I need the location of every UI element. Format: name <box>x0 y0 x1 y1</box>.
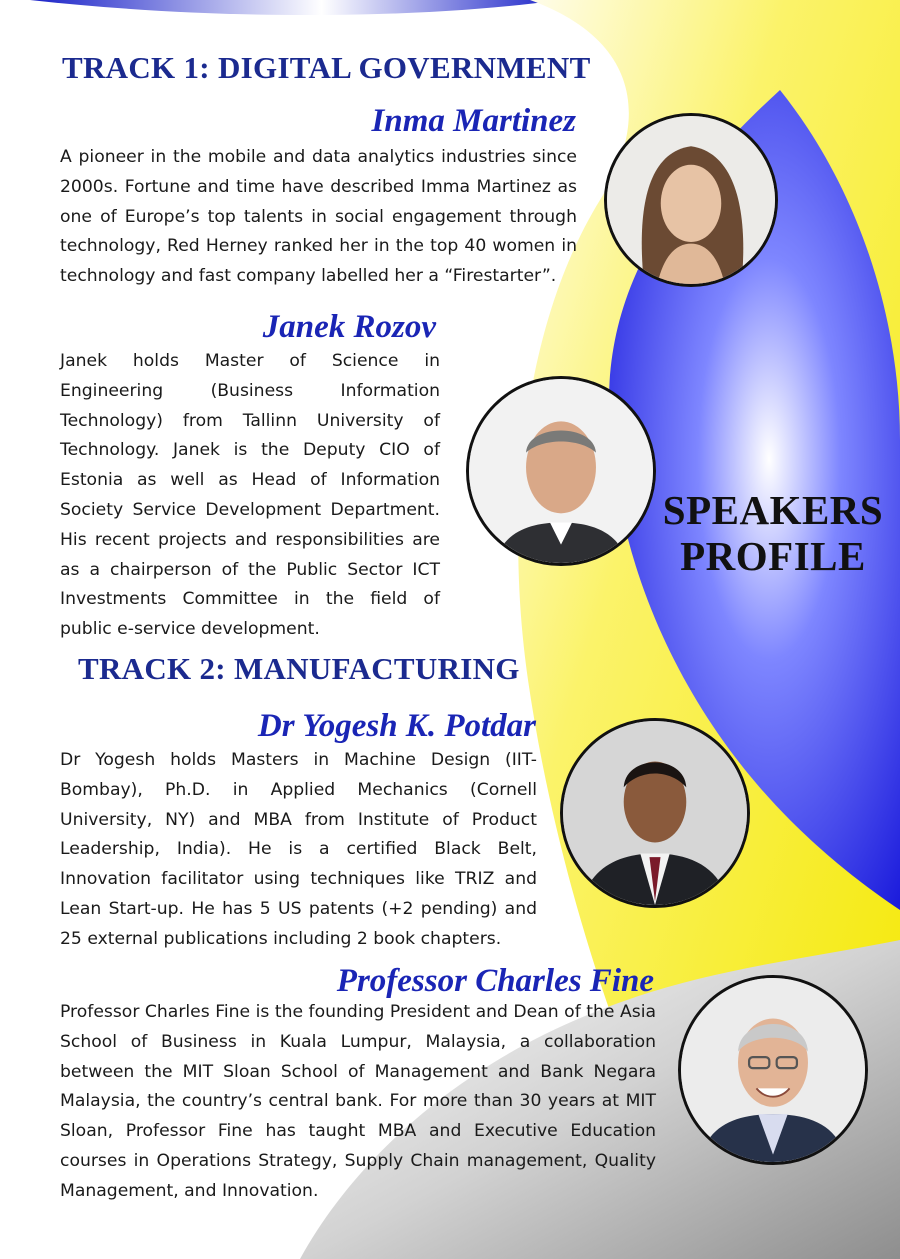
speakers-profile-title <box>660 487 886 579</box>
side-title-line1: SPEAKERS <box>662 487 884 533</box>
speaker-name-janek-rozov: Janek Rozov <box>262 309 436 345</box>
track-1-title: TRACK 1: DIGITAL GOVERNMENT <box>62 50 591 85</box>
avatar-icon <box>469 379 653 563</box>
speaker-bio-inma-martinez: A pioneer in the mobile and data analytics industries since 2000s. Fortune and time have described Imma Martinez as one of Europe’s top talents in social engagement through technology, Red Herney ranked her in the top 40 women in technology and fast company labelled her a “Firestarter”. <box>60 147 577 287</box>
speaker-bio-janek-rozov: Janek holds Master of Science in Engineering (Business Information Technology) from Tallinn University of Technology. Janek is the Deputy CIO of Estonia as well as Head of Information Society Service Development Department. His recent projects and responsibilities are as a chairperson of the Public Sector ICT Investments Committee in the field of public e-service development. <box>60 351 440 640</box>
speaker-name-inma-martinez: Inma Martinez <box>371 103 576 139</box>
speaker-bio-charles-fine: Professor Charles Fine is the founding President and Dean of the Asia School of Business in Kuala Lumpur, Malaysia, a collaboration between the MIT Sloan School of Management and Bank Negara Malaysia, the country’s central bank. For more than 30 years at MIT Sloan, Professor Fine has taught MBA and Executive Education courses in Operations Strategy, Supply Chain management, Quality Management, and Innovation. <box>60 1002 656 1201</box>
speaker-photo-janek-rozov <box>466 376 656 566</box>
speaker-photo-charles-fine <box>678 975 868 1165</box>
avatar-icon <box>681 978 865 1162</box>
track-2-title: TRACK 2: MANUFACTURING <box>78 651 520 686</box>
speaker-photo-inma-martinez <box>604 113 778 287</box>
speaker-bio-yogesh-potdar: Dr Yogesh holds Masters in Machine Design (IIT-Bombay), Ph.D. in Applied Mechanics (Cornell University, NY) and MBA from Institute of Product Leadership, India). He is a certified Black Belt, Innovation facilitator using techniques like TRIZ and Lean Start-up. He has 5 US patents (+2 pending) and 25 external publications including 2 book chapters. <box>60 750 537 949</box>
side-title-line2: PROFILE <box>680 533 866 579</box>
avatar-icon <box>607 116 775 284</box>
speaker-name-yogesh-potdar: Dr Yogesh K. Potdar <box>257 708 536 744</box>
speaker-photo-yogesh-potdar <box>560 718 750 908</box>
speaker-name-charles-fine: Professor Charles Fine <box>336 963 654 999</box>
avatar-icon <box>563 721 747 905</box>
